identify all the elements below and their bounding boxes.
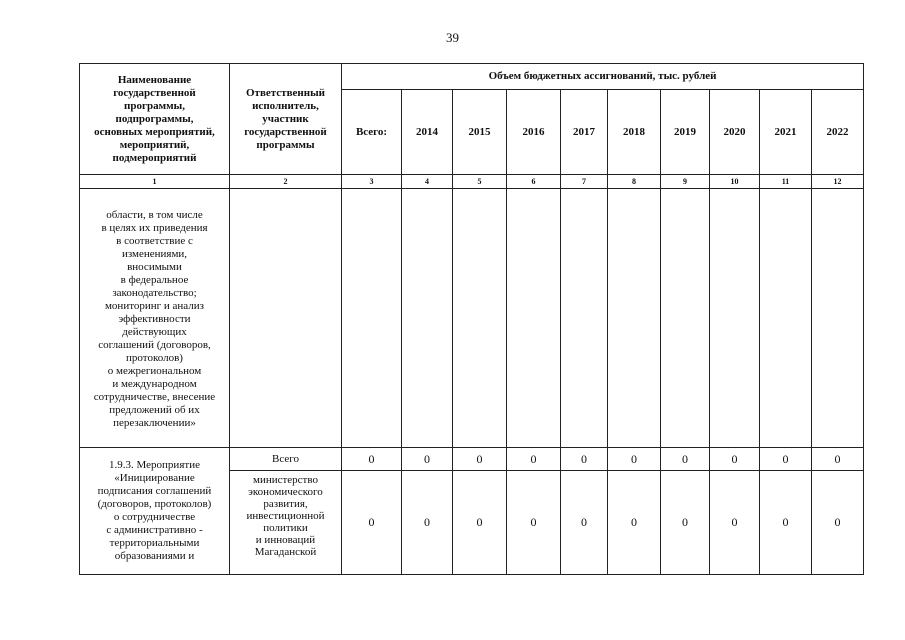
empty-cell: [561, 189, 608, 448]
column-number: 10: [710, 175, 760, 189]
empty-cell: [402, 189, 453, 448]
value-cell: 0: [561, 471, 608, 575]
header-executor-column: Ответственный исполнитель, участник государственной программы: [230, 64, 342, 175]
value-cell: 0: [453, 448, 507, 471]
header-name-column: Наименование государственной программы, подпрограммы, основных мероприятий, мероприятий, подмероприятий: [80, 64, 230, 175]
page-number: 39: [446, 30, 459, 45]
header-year: 2018: [608, 90, 661, 175]
header-budget-group: Объем бюджетных ассигнований, тыс. рублей: [342, 64, 864, 90]
budget-table: [79, 63, 864, 575]
empty-cell: [507, 189, 561, 448]
total-label: Всего: [230, 448, 342, 471]
continuation-description: области, в том числе в целях их приведения в соответствие с изменениями, вносимыми в федеральное законодательство; мониторинг и анализ эффективности действующих соглашений (договоров, протоколов) о межрегиональном и международном сотрудничестве, внесение предложений об их перезаключении»: [80, 189, 230, 448]
empty-cell: [230, 189, 342, 448]
empty-cell: [760, 189, 812, 448]
value-cell: 0: [608, 471, 661, 575]
column-number: 3: [342, 175, 402, 189]
value-cell: 0: [812, 471, 864, 575]
column-number: 12: [812, 175, 864, 189]
empty-cell: [710, 189, 760, 448]
executor-label: министерство экономического развития, инвестиционной политики и инноваций Магаданской: [230, 471, 342, 575]
value-cell: 0: [608, 448, 661, 471]
column-number: 8: [608, 175, 661, 189]
empty-cell: [453, 189, 507, 448]
column-number: 6: [507, 175, 561, 189]
column-number: 5: [453, 175, 507, 189]
value-cell: 0: [507, 448, 561, 471]
column-number: 9: [661, 175, 710, 189]
value-cell: 0: [561, 448, 608, 471]
value-cell: 0: [453, 471, 507, 575]
column-number-row: [80, 175, 864, 189]
total-row: [80, 448, 864, 471]
header-year: 2015: [453, 90, 507, 175]
value-cell: 0: [760, 471, 812, 575]
header-year: 2017: [561, 90, 608, 175]
continuation-row: [80, 189, 864, 448]
header-year: 2014: [402, 90, 453, 175]
empty-cell: [812, 189, 864, 448]
column-number: 11: [760, 175, 812, 189]
empty-cell: [608, 189, 661, 448]
value-cell: 0: [402, 471, 453, 575]
header-year: 2016: [507, 90, 561, 175]
value-cell: 0: [710, 448, 760, 471]
column-number: 7: [561, 175, 608, 189]
column-number: 4: [402, 175, 453, 189]
header-row-group: [80, 64, 864, 90]
column-number: 1: [80, 175, 230, 189]
value-cell: 0: [661, 448, 710, 471]
empty-cell: [342, 189, 402, 448]
value-cell: 0: [760, 448, 812, 471]
value-cell: 0: [661, 471, 710, 575]
header-year: 2021: [760, 90, 812, 175]
value-cell: 0: [342, 448, 402, 471]
measure-description: 1.9.3. Мероприятие «Инициирование подписания соглашений (договоров, протоколов) о сотрудничестве с административно - территориальными образованиями и: [80, 448, 230, 575]
value-cell: 0: [342, 471, 402, 575]
column-number: 2: [230, 175, 342, 189]
value-cell: 0: [507, 471, 561, 575]
header-total: Всего:: [342, 90, 402, 175]
header-year: 2019: [661, 90, 710, 175]
value-cell: 0: [402, 448, 453, 471]
value-cell: 0: [710, 471, 760, 575]
empty-cell: [661, 189, 710, 448]
value-cell: 0: [812, 448, 864, 471]
header-year: 2022: [812, 90, 864, 175]
header-year: 2020: [710, 90, 760, 175]
